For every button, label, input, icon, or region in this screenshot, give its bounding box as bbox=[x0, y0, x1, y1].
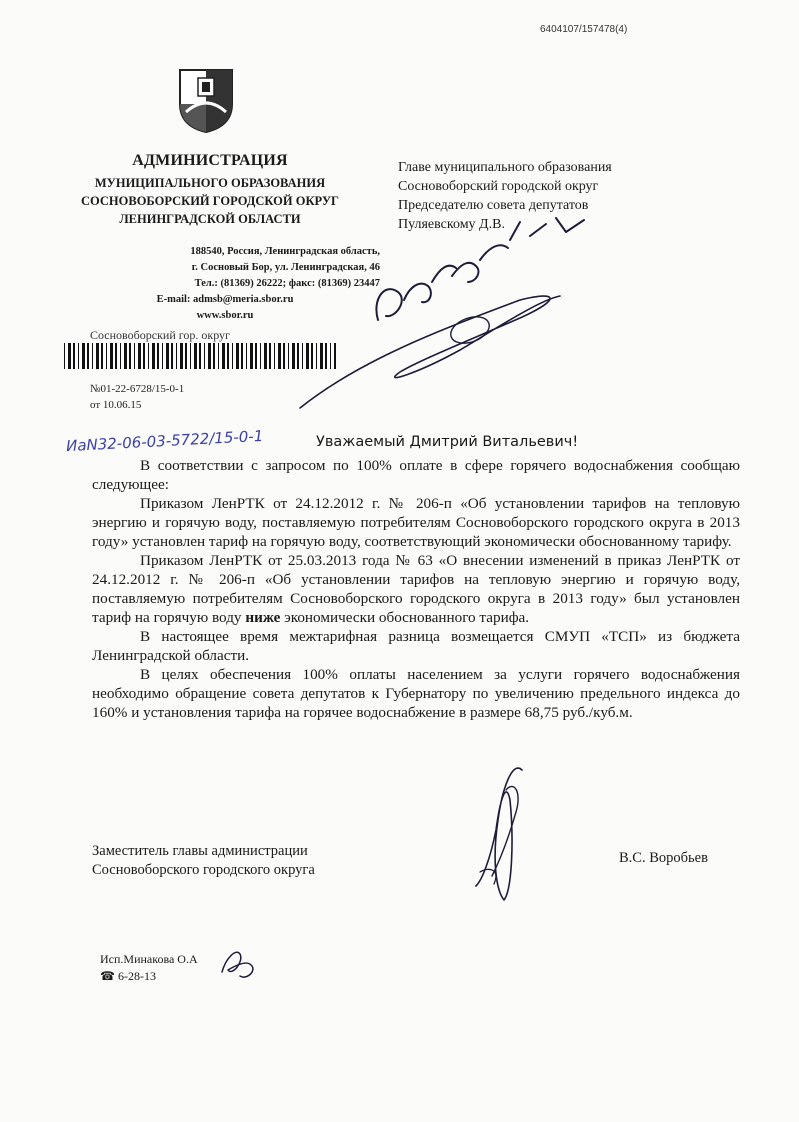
barcode-bar bbox=[73, 343, 75, 369]
barcode-bar bbox=[162, 343, 163, 369]
registration-stamp bbox=[90, 381, 184, 413]
stamp-org: Сосновоборский гор. округ bbox=[90, 328, 230, 342]
executor-phone-line bbox=[100, 968, 198, 985]
barcode-bar bbox=[260, 343, 261, 369]
paragraph bbox=[92, 551, 740, 627]
barcode-bar bbox=[185, 343, 187, 369]
sender-header bbox=[40, 152, 380, 228]
paragraph: В соответствии с запросом по 100% оплате в сфере горячего водоснабжения сообщаю следующее: bbox=[92, 457, 740, 493]
executor-phone: 6-28-13 bbox=[117, 969, 156, 983]
barcode-bar bbox=[241, 343, 243, 369]
phone-icon: ☎ bbox=[100, 969, 115, 983]
barcode-bar bbox=[334, 343, 336, 369]
barcode-bar bbox=[222, 343, 225, 369]
sender-address bbox=[60, 244, 380, 292]
barcode-bar bbox=[148, 343, 149, 369]
barcode-bar bbox=[115, 343, 117, 369]
barcode-bar bbox=[68, 343, 71, 369]
addressee-line: Пуляевскому Д.В. bbox=[398, 217, 505, 232]
signature-mark bbox=[476, 768, 522, 900]
greeting: Уважаемый Дмитрий Витальевич! bbox=[316, 434, 579, 450]
sender-phone: Тел.: (81369) 26222; факс: (81369) 23447 bbox=[194, 278, 380, 289]
sender-contacts bbox=[110, 292, 340, 324]
executor-name: Исп.Минакова О.А bbox=[100, 952, 198, 966]
document-number: 6404107/157478(4) bbox=[540, 24, 628, 35]
barcode-bar bbox=[297, 343, 299, 369]
coat-of-arms-emblem bbox=[176, 64, 236, 134]
barcode-bar bbox=[110, 343, 113, 369]
barcode-bar bbox=[96, 343, 99, 369]
barcode-bar bbox=[264, 343, 267, 369]
barcode-bar bbox=[180, 343, 183, 369]
addressee-line: Председателю совета депутатов bbox=[398, 198, 589, 213]
barcode-bar bbox=[143, 343, 145, 369]
barcode-bar bbox=[134, 343, 135, 369]
barcode-bar bbox=[106, 343, 107, 369]
barcode-bar bbox=[138, 343, 141, 369]
barcode-bar bbox=[292, 343, 295, 369]
barcode bbox=[64, 343, 336, 369]
barcode-bar bbox=[330, 343, 331, 369]
barcode-bar bbox=[316, 343, 317, 369]
emphasis-text: ниже bbox=[245, 609, 281, 626]
signatory-position-line-2: Сосновоборского городского округа bbox=[92, 862, 315, 878]
resolution-loop bbox=[447, 312, 493, 348]
paragraph-text: Приказом ЛенРТК от 25.03.2013 года № 63 «О внесении изменений в приказ ЛенРТК от 24.12.2012 г. № 206-п «Об установлении тарифов на тепловую энергию и горячую воду, поставляемую потребителям Сосновоборского городского округа в 2013 году» был установлен тариф на горячую воду bbox=[92, 552, 740, 626]
paragraph: В настоящее время межтарифная разница возмещается СМУП «ТСП» из бюджета Ленинградской области. bbox=[92, 628, 740, 664]
barcode-bar bbox=[274, 343, 275, 369]
barcode-bar bbox=[255, 343, 257, 369]
paragraph-text: экономически обоснованного тарифа. bbox=[284, 609, 530, 626]
barcode-bar bbox=[78, 343, 79, 369]
barcode-bar bbox=[129, 343, 131, 369]
barcode-bar bbox=[320, 343, 323, 369]
barcode-bar bbox=[190, 343, 191, 369]
paragraph: В целях обеспечения 100% оплаты населением за услуги горячего водоснабжения необходимо обращение совета депутатов к Губернатору по увеличению предельного индекса до 160% и установления тарифа на горячее водоснабжение в размере 68,75 руб./куб.м. bbox=[92, 666, 740, 721]
barcode-bar bbox=[87, 343, 89, 369]
barcode-bar bbox=[325, 343, 327, 369]
barcode-bar bbox=[227, 343, 229, 369]
barcode-bar bbox=[101, 343, 103, 369]
barcode-bar bbox=[204, 343, 205, 369]
signatory-position-line-1: Заместитель главы администрации bbox=[92, 843, 308, 859]
sender-title: АДМИНИСТРАЦИЯ bbox=[132, 152, 288, 169]
barcode-bar bbox=[124, 343, 127, 369]
barcode-bar bbox=[311, 343, 313, 369]
sender-subtitle-3: ЛЕНИНГРАДСКОЙ ОБЛАСТИ bbox=[119, 212, 301, 226]
addressee-line: Главе муниципального образования bbox=[398, 160, 612, 175]
barcode-bar bbox=[288, 343, 289, 369]
barcode-bar bbox=[171, 343, 173, 369]
signatory-name: В.С. Воробьев bbox=[619, 850, 708, 866]
signatory-position bbox=[92, 842, 315, 880]
sender-website: www.sbor.ru bbox=[196, 310, 254, 321]
barcode-bar bbox=[199, 343, 201, 369]
barcode-bar bbox=[278, 343, 281, 369]
barcode-bar bbox=[232, 343, 233, 369]
registration-number: №01-22-6728/15-0-1 bbox=[90, 383, 185, 395]
barcode-bar bbox=[92, 343, 93, 369]
barcode-bar bbox=[64, 343, 65, 369]
letter-body bbox=[92, 456, 740, 722]
executor-block bbox=[100, 951, 198, 985]
barcode-bar bbox=[152, 343, 155, 369]
barcode-bar bbox=[306, 343, 309, 369]
barcode-bar bbox=[269, 343, 271, 369]
barcode-bar bbox=[166, 343, 169, 369]
barcode-bar bbox=[246, 343, 247, 369]
barcode-bar bbox=[218, 343, 219, 369]
sender-address-line-2: г. Сосновый Бор, ул. Ленинградская, 46 bbox=[191, 262, 380, 273]
addressee-block bbox=[398, 158, 612, 234]
barcode-bar bbox=[236, 343, 239, 369]
registration-date: от 10.06.15 bbox=[90, 399, 142, 411]
sender-email: E-mail: admsb@meria.sbor.ru bbox=[156, 294, 294, 305]
barcode-bar bbox=[208, 343, 211, 369]
barcode-bar bbox=[194, 343, 197, 369]
sender-subtitle-2: СОСНОВОБОРСКИЙ ГОРОДСКОЙ ОКРУГ bbox=[80, 194, 339, 208]
paragraph: Приказом ЛенРТК от 24.12.2012 г. № 206-п «Об установлении тарифов на тепловую энергию и горячую воду, поставляемую потребителям Сосновоборского городского округа в 2013 году» установлен тариф на горячую воду, соответствующий экономически обоснованному тарифу. bbox=[92, 495, 740, 550]
barcode-bar bbox=[120, 343, 121, 369]
barcode-bar bbox=[82, 343, 85, 369]
barcode-bar bbox=[283, 343, 285, 369]
barcode-bar bbox=[302, 343, 303, 369]
handwritten-incoming-number: ИаN32-06-03-5722/15-0-1 bbox=[65, 426, 264, 456]
sender-subtitle-1: МУНИЦИПАЛЬНОГО ОБРАЗОВАНИЯ bbox=[94, 176, 326, 190]
initials-mark bbox=[222, 952, 253, 977]
barcode-bar bbox=[213, 343, 215, 369]
barcode-bar bbox=[157, 343, 159, 369]
barcode-bar bbox=[176, 343, 177, 369]
barcode-bar bbox=[250, 343, 253, 369]
addressee-line: Сосновоборский городской округ bbox=[398, 179, 599, 194]
sender-address-line-1: 188540, Россия, Ленинградская область, bbox=[190, 246, 380, 257]
